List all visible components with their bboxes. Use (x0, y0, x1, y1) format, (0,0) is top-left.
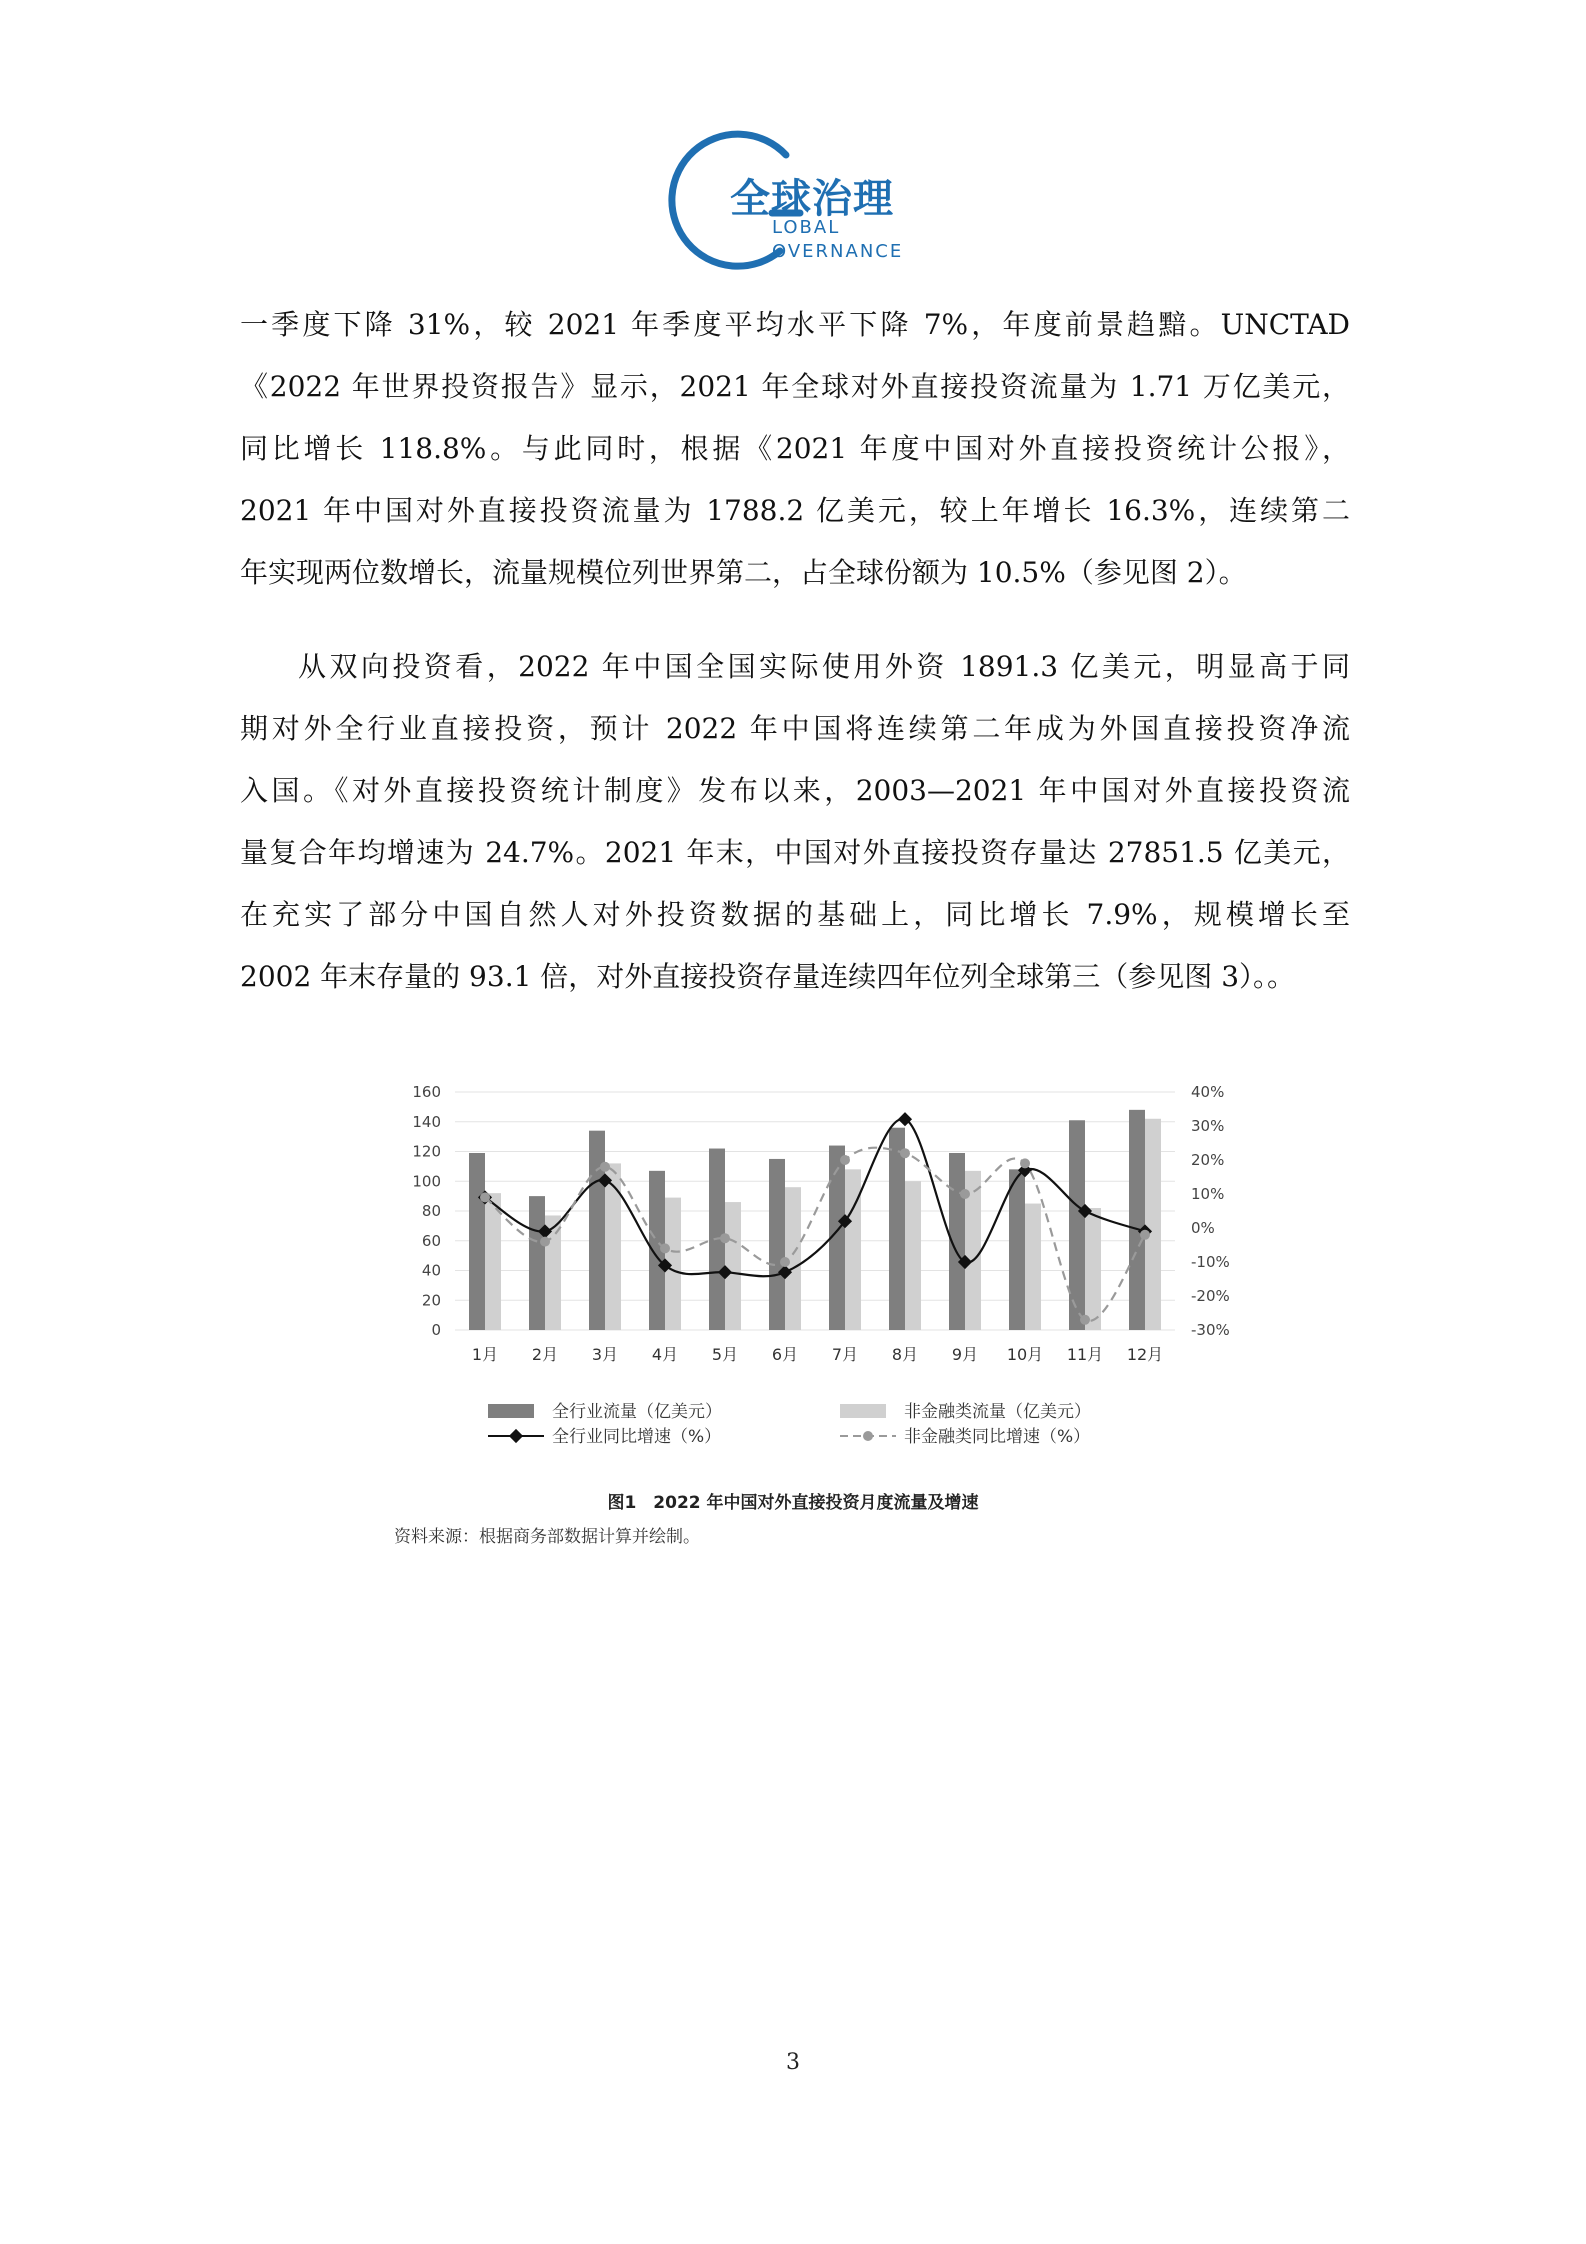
paragraph-line: 入国。《对外直接投资统计制度》发布以来，2003—2021 年中国对外直接投资流 (240, 774, 1350, 807)
x-tick-label: 11月 (1066, 1345, 1104, 1364)
figure-caption: 图1 2022 年中国对外直接投资月度流量及增速 (607, 1493, 979, 1513)
paragraph-line: 同比增长 118.8%。与此同时，根据《2021 年度中国对外直接投资统计公报》， (240, 432, 1350, 465)
legend-swatch-bar (840, 1404, 886, 1418)
bar-all-industry (529, 1196, 545, 1330)
y-left-tick-label: 120 (412, 1142, 441, 1161)
point-non-financial-growth (780, 1257, 790, 1267)
point-non-financial-growth (900, 1148, 910, 1158)
y-left-tick-label: 140 (412, 1112, 441, 1131)
x-tick-label: 6月 (771, 1345, 799, 1364)
legend-label: 非金融类同比增速（%） (904, 1427, 1091, 1447)
bar-non-financial (1145, 1119, 1161, 1330)
y-right-tick-label: 0% (1191, 1219, 1215, 1237)
y-left-tick-label: 40 (421, 1261, 441, 1280)
bar-all-industry (889, 1128, 905, 1330)
paragraph-line: 年实现两位数增长，流量规模位列世界第二，占全球份额为 10.5%（参见图 2）。 (240, 556, 1247, 589)
x-tick-label: 5月 (711, 1345, 739, 1364)
line-all-industry-growth (485, 1119, 1145, 1276)
logo-english-line-1: LOBAL (772, 217, 841, 238)
y-right-tick-label: 10% (1191, 1185, 1225, 1203)
x-tick-label: 9月 (951, 1345, 979, 1364)
paragraph-1 (240, 294, 1350, 604)
bar-all-industry (1069, 1120, 1085, 1330)
y-left-tick-label: 0 (431, 1321, 441, 1339)
x-tick-label: 4月 (651, 1345, 679, 1364)
source-note: 资料来源：根据商务部数据计算并绘制。 (394, 1527, 700, 1547)
paragraph-2 (240, 636, 1350, 1008)
point-non-financial-growth (1020, 1158, 1030, 1168)
y-right-tick-label: 40% (1191, 1083, 1225, 1101)
bar-all-industry (469, 1153, 485, 1330)
legend-swatch-bar (488, 1404, 534, 1418)
legend-swatch-marker (509, 1429, 523, 1443)
y-left-tick-label: 100 (412, 1172, 441, 1191)
bar-non-financial (605, 1163, 621, 1330)
bar-all-industry (769, 1159, 785, 1330)
line-non-financial-growth (485, 1148, 1145, 1321)
x-tick-label: 7月 (831, 1345, 859, 1364)
bar-non-financial (1085, 1208, 1101, 1330)
bar-all-industry (1009, 1169, 1025, 1330)
legend-label: 全行业同比增速（%） (552, 1427, 722, 1447)
y-right-tick-label: 20% (1191, 1151, 1225, 1169)
x-tick-label: 8月 (891, 1345, 919, 1364)
y-right-tick-label: -20% (1191, 1287, 1230, 1305)
y-right-tick-label: -10% (1191, 1253, 1230, 1271)
bar-non-financial (1025, 1204, 1041, 1330)
paragraph-line: 期对外全行业直接投资，预计 2022 年中国将连续第二年成为外国直接投资净流 (240, 712, 1350, 745)
paragraph-line: 《2022 年世界投资报告》显示，2021 年全球对外直接投资流量为 1.71 万亿美元， (240, 370, 1350, 403)
legend-label: 全行业流量（亿美元） (552, 1402, 722, 1422)
y-left-tick-label: 60 (421, 1231, 441, 1250)
point-non-financial-growth (840, 1155, 850, 1165)
bar-all-industry (1129, 1110, 1145, 1330)
paragraph-line: 量复合年均增速为 24.7%。2021 年末，中国对外直接投资存量达 27851.5 亿美元， (240, 836, 1350, 869)
paragraph-line: 一季度下降 31%，较 2021 年季度平均水平下降 7%，年度前景趋黯。UNCTAD (240, 308, 1350, 341)
global-governance-logo (668, 125, 938, 275)
y-left-tick-label: 20 (421, 1291, 441, 1310)
paragraph-line: 2021 年中国对外直接投资流量为 1788.2 亿美元，较上年增长 16.3%，连续第二 (240, 494, 1350, 527)
x-tick-label: 2月 (531, 1345, 559, 1364)
logo-chinese-text: 全球治理 (730, 176, 894, 222)
y-right-tick-label: 30% (1191, 1117, 1225, 1135)
point-non-financial-growth (720, 1233, 730, 1243)
point-non-financial-growth (1140, 1230, 1150, 1240)
x-tick-label: 12月 (1126, 1345, 1164, 1364)
point-non-financial-growth (600, 1162, 610, 1172)
x-tick-label: 10月 (1006, 1345, 1044, 1364)
logo-english-line-2: OVERNANCE (772, 241, 904, 262)
bar-all-industry (589, 1131, 605, 1330)
point-non-financial-growth (540, 1237, 550, 1247)
bar-non-financial (485, 1193, 501, 1330)
x-tick-label: 1月 (471, 1345, 499, 1364)
bar-non-financial (845, 1169, 861, 1330)
bar-non-financial (725, 1202, 741, 1330)
fdi-monthly-chart (370, 1065, 1250, 1465)
y-right-tick-label: -30% (1191, 1321, 1230, 1339)
point-non-financial-growth (660, 1243, 670, 1253)
legend-label: 非金融类流量（亿美元） (904, 1402, 1091, 1422)
y-left-tick-label: 160 (412, 1083, 441, 1101)
y-left-tick-label: 80 (421, 1202, 441, 1220)
paragraph-line: 从双向投资看，2022 年中国全国实际使用外资 1891.3 亿美元，明显高于同 (298, 650, 1350, 683)
bar-non-financial (905, 1181, 921, 1330)
point-non-financial-growth (960, 1189, 970, 1199)
x-tick-label: 3月 (591, 1345, 619, 1364)
page-number: 3 (786, 2050, 800, 2075)
point-non-financial-growth (480, 1192, 490, 1202)
point-non-financial-growth (1080, 1315, 1090, 1325)
paragraph-line: 在充实了部分中国自然人对外投资数据的基础上，同比增长 7.9%，规模增长至 (240, 898, 1350, 931)
paragraph-line: 2002 年末存量的 93.1 倍，对外直接投资存量连续四年位列全球第三（参见图 3）。。 (240, 960, 1296, 993)
legend-swatch-marker (863, 1431, 873, 1441)
